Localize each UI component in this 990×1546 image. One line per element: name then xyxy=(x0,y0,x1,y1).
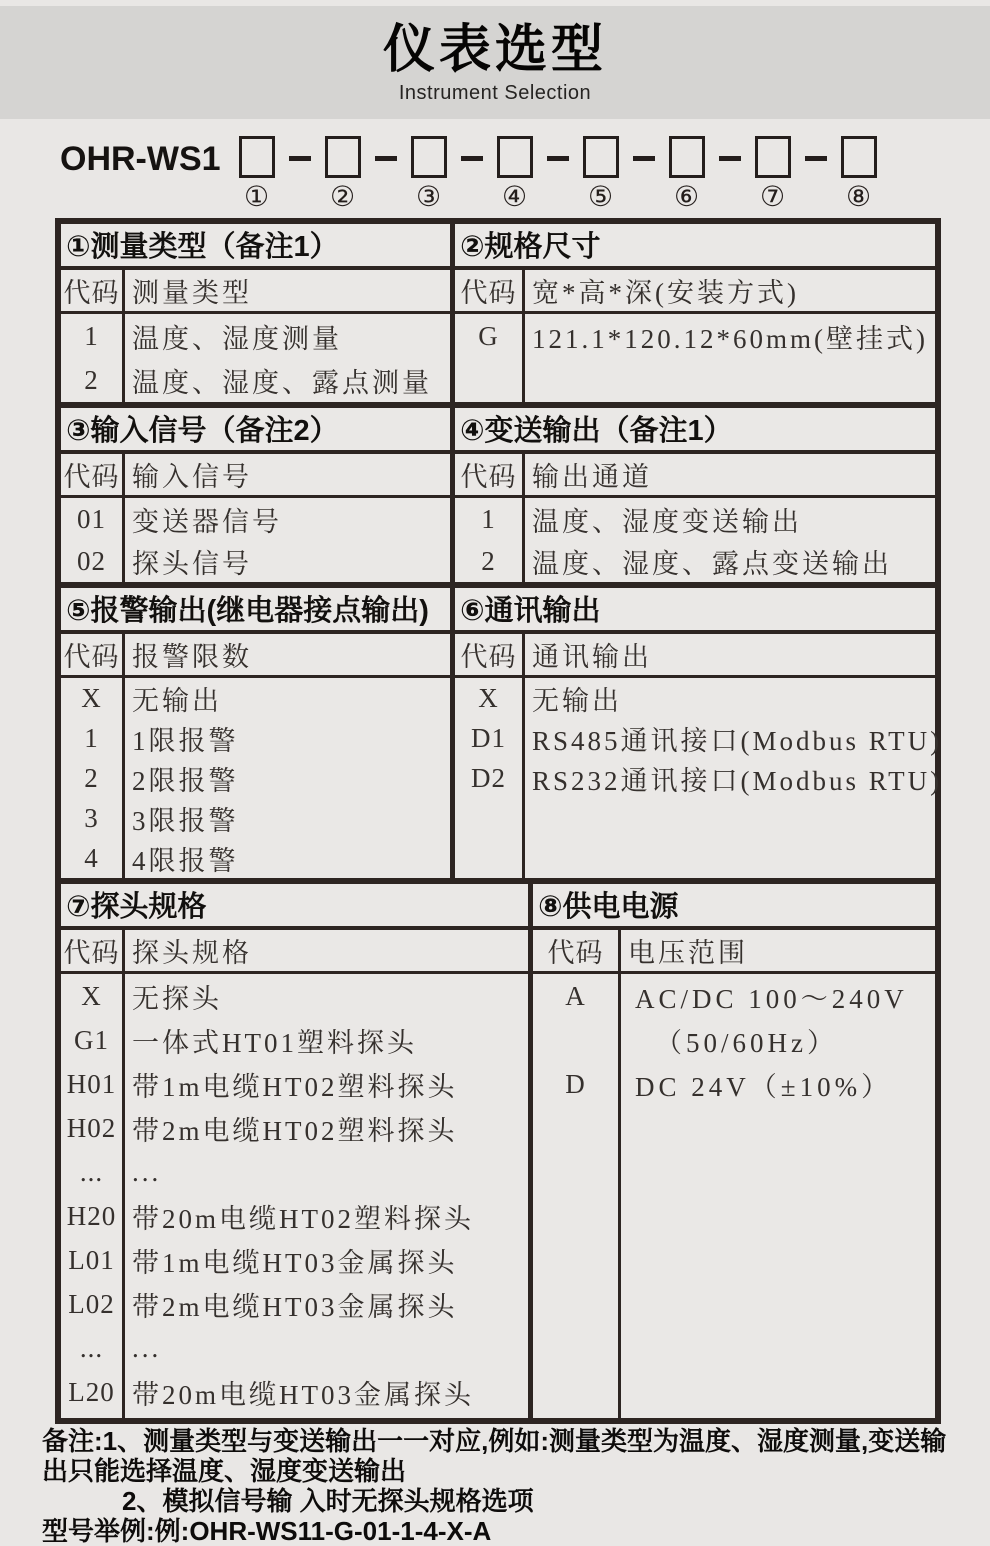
code-column-header: 代码 xyxy=(61,930,125,971)
column-header-row xyxy=(61,930,528,974)
model-slot-4 xyxy=(497,136,533,211)
row-desc: 无输出 xyxy=(132,685,222,716)
table-block-1 xyxy=(61,224,935,402)
code-column xyxy=(455,498,525,582)
column-header-row xyxy=(455,634,935,678)
dash-separator xyxy=(805,156,827,161)
row-desc: 带1m电缆HT02塑料探头 xyxy=(132,1071,458,1102)
row-desc: 无输出 xyxy=(532,685,622,716)
page-title: 仪表选型 xyxy=(382,20,607,79)
code-column-header: 代码 xyxy=(455,454,525,495)
desc-column-header: 宽*高*深(安装方式) xyxy=(532,278,799,308)
model-slot-5 xyxy=(583,136,619,211)
row-desc: AC/DC 100～240V xyxy=(635,983,908,1014)
code-column xyxy=(61,498,125,582)
row-desc: 一体式HT01塑料探头 xyxy=(132,1027,417,1058)
section-power-supply xyxy=(533,884,935,1418)
section-title: ②规格尺寸 xyxy=(455,224,935,270)
model-example-line: 型号举例:例:OHR-WS11-G-01-1-4-X-A xyxy=(42,1516,492,1546)
position-number: ⑧ xyxy=(846,181,872,212)
row-code: L20 xyxy=(68,1376,115,1407)
row-desc: 带20m电缆HT03金属探头 xyxy=(132,1379,474,1410)
column-header-row xyxy=(61,454,450,498)
table-block-3 xyxy=(61,582,943,878)
model-code-box xyxy=(583,136,619,178)
footnotes xyxy=(42,1426,952,1546)
model-slot-6 xyxy=(669,136,705,211)
desc-column-header: 探头规格 xyxy=(132,938,252,968)
row-desc: ... xyxy=(132,1332,162,1363)
model-code-box xyxy=(497,136,533,178)
column-header-row xyxy=(455,270,935,314)
model-code-box xyxy=(239,136,275,178)
model-boxes xyxy=(225,136,877,211)
column-header-row xyxy=(61,634,450,678)
section-data xyxy=(455,314,935,402)
row-code: X xyxy=(81,682,102,713)
desc-column-header: 电压范围 xyxy=(628,938,748,968)
title-band xyxy=(0,6,990,119)
section-title: ⑥通讯输出 xyxy=(455,588,935,634)
row-desc: RS485通讯接口(Modbus RTU) xyxy=(532,725,943,756)
code-column xyxy=(61,974,125,1418)
model-slot-7 xyxy=(755,136,791,211)
section-title: ④变送输出（备注1） xyxy=(455,408,935,454)
desc-column xyxy=(125,498,450,582)
code-column xyxy=(533,974,621,1418)
row-code: 1 xyxy=(84,320,99,351)
desc-column xyxy=(525,678,943,878)
position-number: ⑥ xyxy=(674,181,700,212)
row-desc: 温度、湿度、露点变送输出 xyxy=(532,548,892,579)
row-desc: 3限报警 xyxy=(132,805,239,836)
row-desc: 2限报警 xyxy=(132,765,239,796)
dash-separator xyxy=(289,156,311,161)
code-column-header: 代码 xyxy=(533,930,621,971)
code-column xyxy=(455,678,525,878)
table-block-4 xyxy=(61,878,935,1418)
row-desc: DC 24V（±10%） xyxy=(635,1071,893,1102)
section-data xyxy=(61,678,450,878)
model-slot-2 xyxy=(325,136,361,211)
code-column-header: 代码 xyxy=(455,270,525,311)
section-probe-spec xyxy=(61,884,533,1418)
row-desc: 带2m电缆HT03金属探头 xyxy=(132,1291,458,1322)
section-alarm-output xyxy=(61,588,455,878)
dash-separator xyxy=(375,156,397,161)
row-code: 2 xyxy=(84,364,99,395)
dash-separator xyxy=(633,156,655,161)
row-code: ... xyxy=(79,1332,104,1363)
row-code: L02 xyxy=(68,1288,115,1319)
desc-column xyxy=(525,498,935,582)
model-prefix: OHR-WS1 xyxy=(60,140,221,178)
row-code: D2 xyxy=(471,762,506,793)
section-measure-type xyxy=(61,224,455,402)
row-code: 4 xyxy=(84,842,99,873)
row-code: H02 xyxy=(66,1112,117,1143)
code-column xyxy=(61,314,125,402)
row-code: 2 xyxy=(481,545,496,576)
table-block-2 xyxy=(61,402,935,582)
note-line-3: 2、模拟信号输 入时无探头规格选项 xyxy=(122,1486,534,1516)
dash-separator xyxy=(719,156,741,161)
page-subtitle: Instrument Selection xyxy=(398,81,592,104)
row-code: D xyxy=(565,1068,586,1099)
row-code: X xyxy=(478,682,499,713)
row-code: G xyxy=(478,320,499,351)
desc-column-header: 测量类型 xyxy=(132,278,252,308)
row-code: L01 xyxy=(68,1244,115,1275)
row-code: A xyxy=(565,980,586,1011)
section-title: ⑤报警输出(继电器接点输出) xyxy=(61,588,450,634)
code-column-header: 代码 xyxy=(61,270,125,311)
row-desc: 4限报警 xyxy=(132,845,239,876)
section-data xyxy=(61,314,450,402)
desc-column xyxy=(125,974,528,1418)
section-data xyxy=(533,974,935,1418)
model-code-row xyxy=(60,136,877,211)
code-column xyxy=(61,678,125,878)
row-desc: ... xyxy=(132,1156,162,1187)
section-data xyxy=(61,974,528,1418)
section-data xyxy=(455,678,943,878)
model-slot-8 xyxy=(841,136,877,211)
model-code-box xyxy=(325,136,361,178)
section-transmit-output xyxy=(455,408,935,582)
position-number: ⑤ xyxy=(588,181,614,212)
dash-separator xyxy=(461,156,483,161)
section-data xyxy=(455,498,935,582)
section-title: ⑦探头规格 xyxy=(61,884,528,930)
note-line-2: 出只能选择温度、湿度变送输出 xyxy=(42,1456,407,1486)
section-data xyxy=(61,498,450,582)
section-comm-output xyxy=(455,588,943,878)
row-code: H01 xyxy=(66,1068,117,1099)
model-code-box xyxy=(411,136,447,178)
desc-column xyxy=(525,314,935,402)
model-code-box xyxy=(669,136,705,178)
row-code: ... xyxy=(79,1156,104,1187)
selection-table xyxy=(55,218,941,1424)
section-title: ①测量类型（备注1） xyxy=(61,224,450,270)
section-title: ③输入信号（备注2） xyxy=(61,408,450,454)
row-code: H20 xyxy=(66,1200,117,1231)
row-desc: 121.1*120.12*60mm(壁挂式) xyxy=(532,323,928,354)
row-code: X xyxy=(81,980,102,1011)
desc-column-header: 通讯输出 xyxy=(532,642,652,672)
code-column-header: 代码 xyxy=(61,454,125,495)
section-title: ⑧供电电源 xyxy=(533,884,935,930)
model-code-box xyxy=(841,136,877,178)
position-number: ② xyxy=(330,181,356,212)
desc-column xyxy=(621,974,935,1418)
code-column-header: 代码 xyxy=(455,634,525,675)
desc-column xyxy=(125,678,450,878)
row-desc: 带20m电缆HT02塑料探头 xyxy=(132,1203,474,1234)
row-code: 02 xyxy=(77,545,106,576)
row-code: 1 xyxy=(481,503,496,534)
desc-column-header: 输入信号 xyxy=(132,462,252,492)
dash-separator xyxy=(547,156,569,161)
position-number: ⑦ xyxy=(760,181,786,212)
position-number: ③ xyxy=(416,181,442,212)
code-column xyxy=(455,314,525,402)
model-code-box xyxy=(755,136,791,178)
row-desc: 带1m电缆HT03金属探头 xyxy=(132,1247,458,1278)
section-dimensions xyxy=(455,224,935,402)
desc-column-header: 报警限数 xyxy=(132,642,252,672)
column-header-row xyxy=(61,270,450,314)
row-desc: 探头信号 xyxy=(132,548,252,579)
code-column-header: 代码 xyxy=(61,634,125,675)
note-line-1: 备注:1、测量类型与变送输出一一对应,例如:测量类型为温度、湿度测量,变送输 xyxy=(42,1426,947,1456)
desc-column xyxy=(125,314,450,402)
row-desc: 温度、湿度测量 xyxy=(132,323,342,354)
row-code xyxy=(533,1018,618,1062)
row-code: 2 xyxy=(84,762,99,793)
row-desc: 1限报警 xyxy=(132,725,239,756)
column-header-row xyxy=(455,454,935,498)
row-desc: 带2m电缆HT02塑料探头 xyxy=(132,1115,458,1146)
model-slot-3 xyxy=(411,136,447,211)
row-code: G1 xyxy=(74,1024,109,1055)
row-code: 01 xyxy=(77,503,106,534)
row-code: 1 xyxy=(84,722,99,753)
position-number: ① xyxy=(244,181,270,212)
row-desc: 温度、湿度、露点测量 xyxy=(132,367,432,398)
desc-column-header: 输出通道 xyxy=(532,462,652,492)
model-slot-1 xyxy=(239,136,275,211)
row-code: D1 xyxy=(471,722,506,753)
row-desc: 温度、湿度变送输出 xyxy=(532,506,802,537)
row-desc: RS232通讯接口(Modbus RTU) xyxy=(532,765,943,796)
row-desc: （50/60Hz） xyxy=(655,1027,838,1058)
row-code: 3 xyxy=(84,802,99,833)
column-header-row xyxy=(533,930,935,974)
row-desc: 变送器信号 xyxy=(132,506,282,537)
position-number: ④ xyxy=(502,181,528,212)
section-input-signal xyxy=(61,408,455,582)
row-desc: 无探头 xyxy=(132,983,222,1014)
